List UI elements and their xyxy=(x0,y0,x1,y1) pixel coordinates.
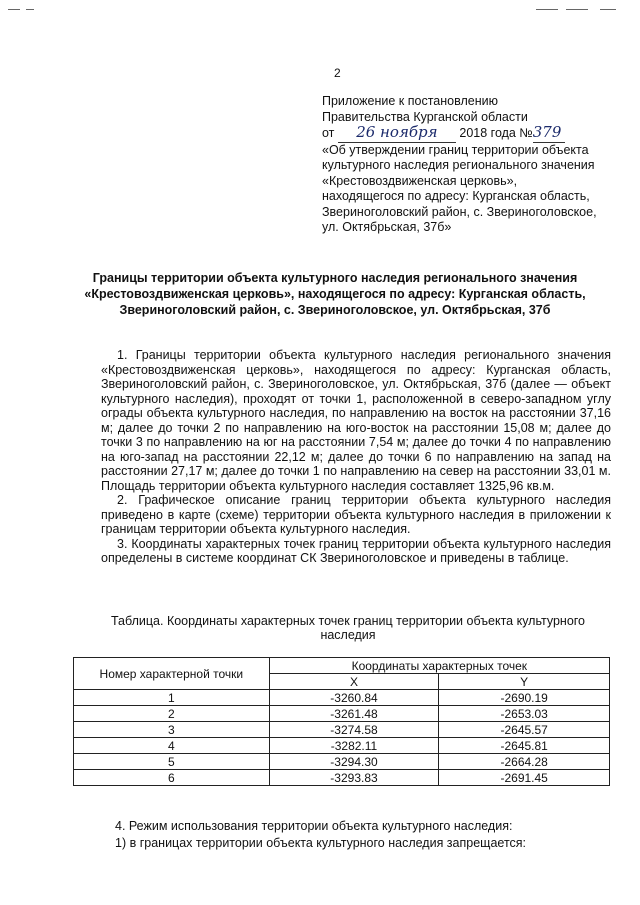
cell-n: 5 xyxy=(74,754,270,770)
scan-mark xyxy=(566,9,588,10)
cell-n: 2 xyxy=(74,706,270,722)
paragraph: 2. Графическое описание границ территории объекта культурного наследия приведено в карте (схеме) территории объекта культурного наследия в приложении к границам территории объекта культурного наследия. xyxy=(101,493,611,536)
section-4-item-1: 1) в границах территории объекта культурного наследия запрещается: xyxy=(115,836,527,850)
cell-x: -3261.48 xyxy=(269,706,439,722)
cell-n: 4 xyxy=(74,738,270,754)
annex-line: Приложение к постановлению xyxy=(322,94,498,108)
coordinates-table xyxy=(73,657,610,786)
cell-x: -3282.11 xyxy=(269,738,439,754)
annex-subject-line: Звериноголовский район, с. Звериноголовское, xyxy=(322,204,597,219)
scan-mark xyxy=(8,9,20,10)
table-row xyxy=(74,690,610,706)
body-text xyxy=(101,348,611,566)
cell-n: 6 xyxy=(74,770,270,786)
table-caption: Таблица. Координаты характерных точек границ территории объекта культурного наследия xyxy=(110,614,586,642)
document-title: Границы территории объекта культурного наследия регионального значения «Крестовоздвиженская церковь», находящегося по адресу: Курганская область, Звериноголовский район, с. Звериноголовское, ул. Октябрьская, 37б xyxy=(84,271,586,317)
scan-mark xyxy=(600,9,616,10)
annex-subject-line: находящегося по адресу: Курганская область, xyxy=(322,189,590,203)
table-row xyxy=(74,706,610,722)
annex-subject-line: «Крестовоздвиженская церковь», xyxy=(322,173,518,188)
header-y: Y xyxy=(439,674,610,690)
header-x: X xyxy=(269,674,439,690)
cell-x: -3260.84 xyxy=(269,690,439,706)
cell-y: -2653.03 xyxy=(439,706,610,722)
page-number: 2 xyxy=(334,66,341,80)
paragraph: 3. Координаты характерных точек границ территории объекта культурного наследия определены в системе координат СК Звериноголовское и приведены в таблице. xyxy=(101,536,611,565)
cell-x: -3274.58 xyxy=(269,722,439,738)
header-coords: Координаты характерных точек xyxy=(269,658,609,674)
date-prefix: от xyxy=(322,126,335,140)
cell-n: 1 xyxy=(74,690,270,706)
cell-y: -2664.28 xyxy=(439,754,610,770)
cell-y: -2691.45 xyxy=(439,770,610,786)
cell-x: -3294.30 xyxy=(269,754,439,770)
annex-header xyxy=(322,94,622,236)
cell-y: -2645.81 xyxy=(439,738,610,754)
date-handwritten: 26 ноября xyxy=(356,123,438,141)
scan-mark xyxy=(26,9,34,10)
cell-y: -2645.57 xyxy=(439,722,610,738)
date-field xyxy=(338,125,456,143)
annex-subject-line: ул. Октябрьская, 37б» xyxy=(322,220,452,234)
table-row xyxy=(74,722,610,738)
annex-subject-line: культурного наследия регионального значения xyxy=(322,158,595,172)
annex-subject xyxy=(322,143,622,236)
table-row xyxy=(74,770,610,786)
table-row xyxy=(74,738,610,754)
annex-line: Правительства Курганской области xyxy=(322,109,528,124)
cell-y: -2690.19 xyxy=(439,690,610,706)
date-year: 2018 года № xyxy=(459,126,533,140)
scan-mark xyxy=(536,9,558,10)
paragraph: 1. Границы территории объекта культурного наследия регионального значения «Крестовоздвиженская церковь», находящегося по адресу: Курганская область, Звериноголовский район, с. Звериноголовское, ул. Октябрьская, 37б (далее — объект культурного наследия), проходят от точки 1, расположенной в северо-западном углу ограды объекта культурного наследия, по направлению на восток на расстоянии 37,16 м; далее до точки 2 по направлению на юго-восток на расстоянии 15,08 м; далее до точки 3 по направлению на юг на расстоянии 7,54 м; далее до точки 4 по направлению на юго-запад на расстоянии 22,12 м; далее до точки 6 по направлению на запад на расстоянии 27,17 м; далее до точки 1 по направлению на север на расстоянии 33,01 м. Площадь территории объекта культурного наследия составляет 1325,96 кв.м. xyxy=(101,348,611,493)
section-4-heading: 4. Режим использования территории объекта культурного наследия: xyxy=(115,819,513,833)
annex-date-line xyxy=(322,125,622,143)
number-field xyxy=(533,125,565,143)
header-point: Номер характерной точки xyxy=(74,658,270,690)
table-row xyxy=(74,754,610,770)
cell-n: 3 xyxy=(74,722,270,738)
annex-subject-line: «Об утверждении границ территории объекта xyxy=(322,142,589,157)
number-handwritten: 379 xyxy=(532,123,562,141)
cell-x: -3293.83 xyxy=(269,770,439,786)
